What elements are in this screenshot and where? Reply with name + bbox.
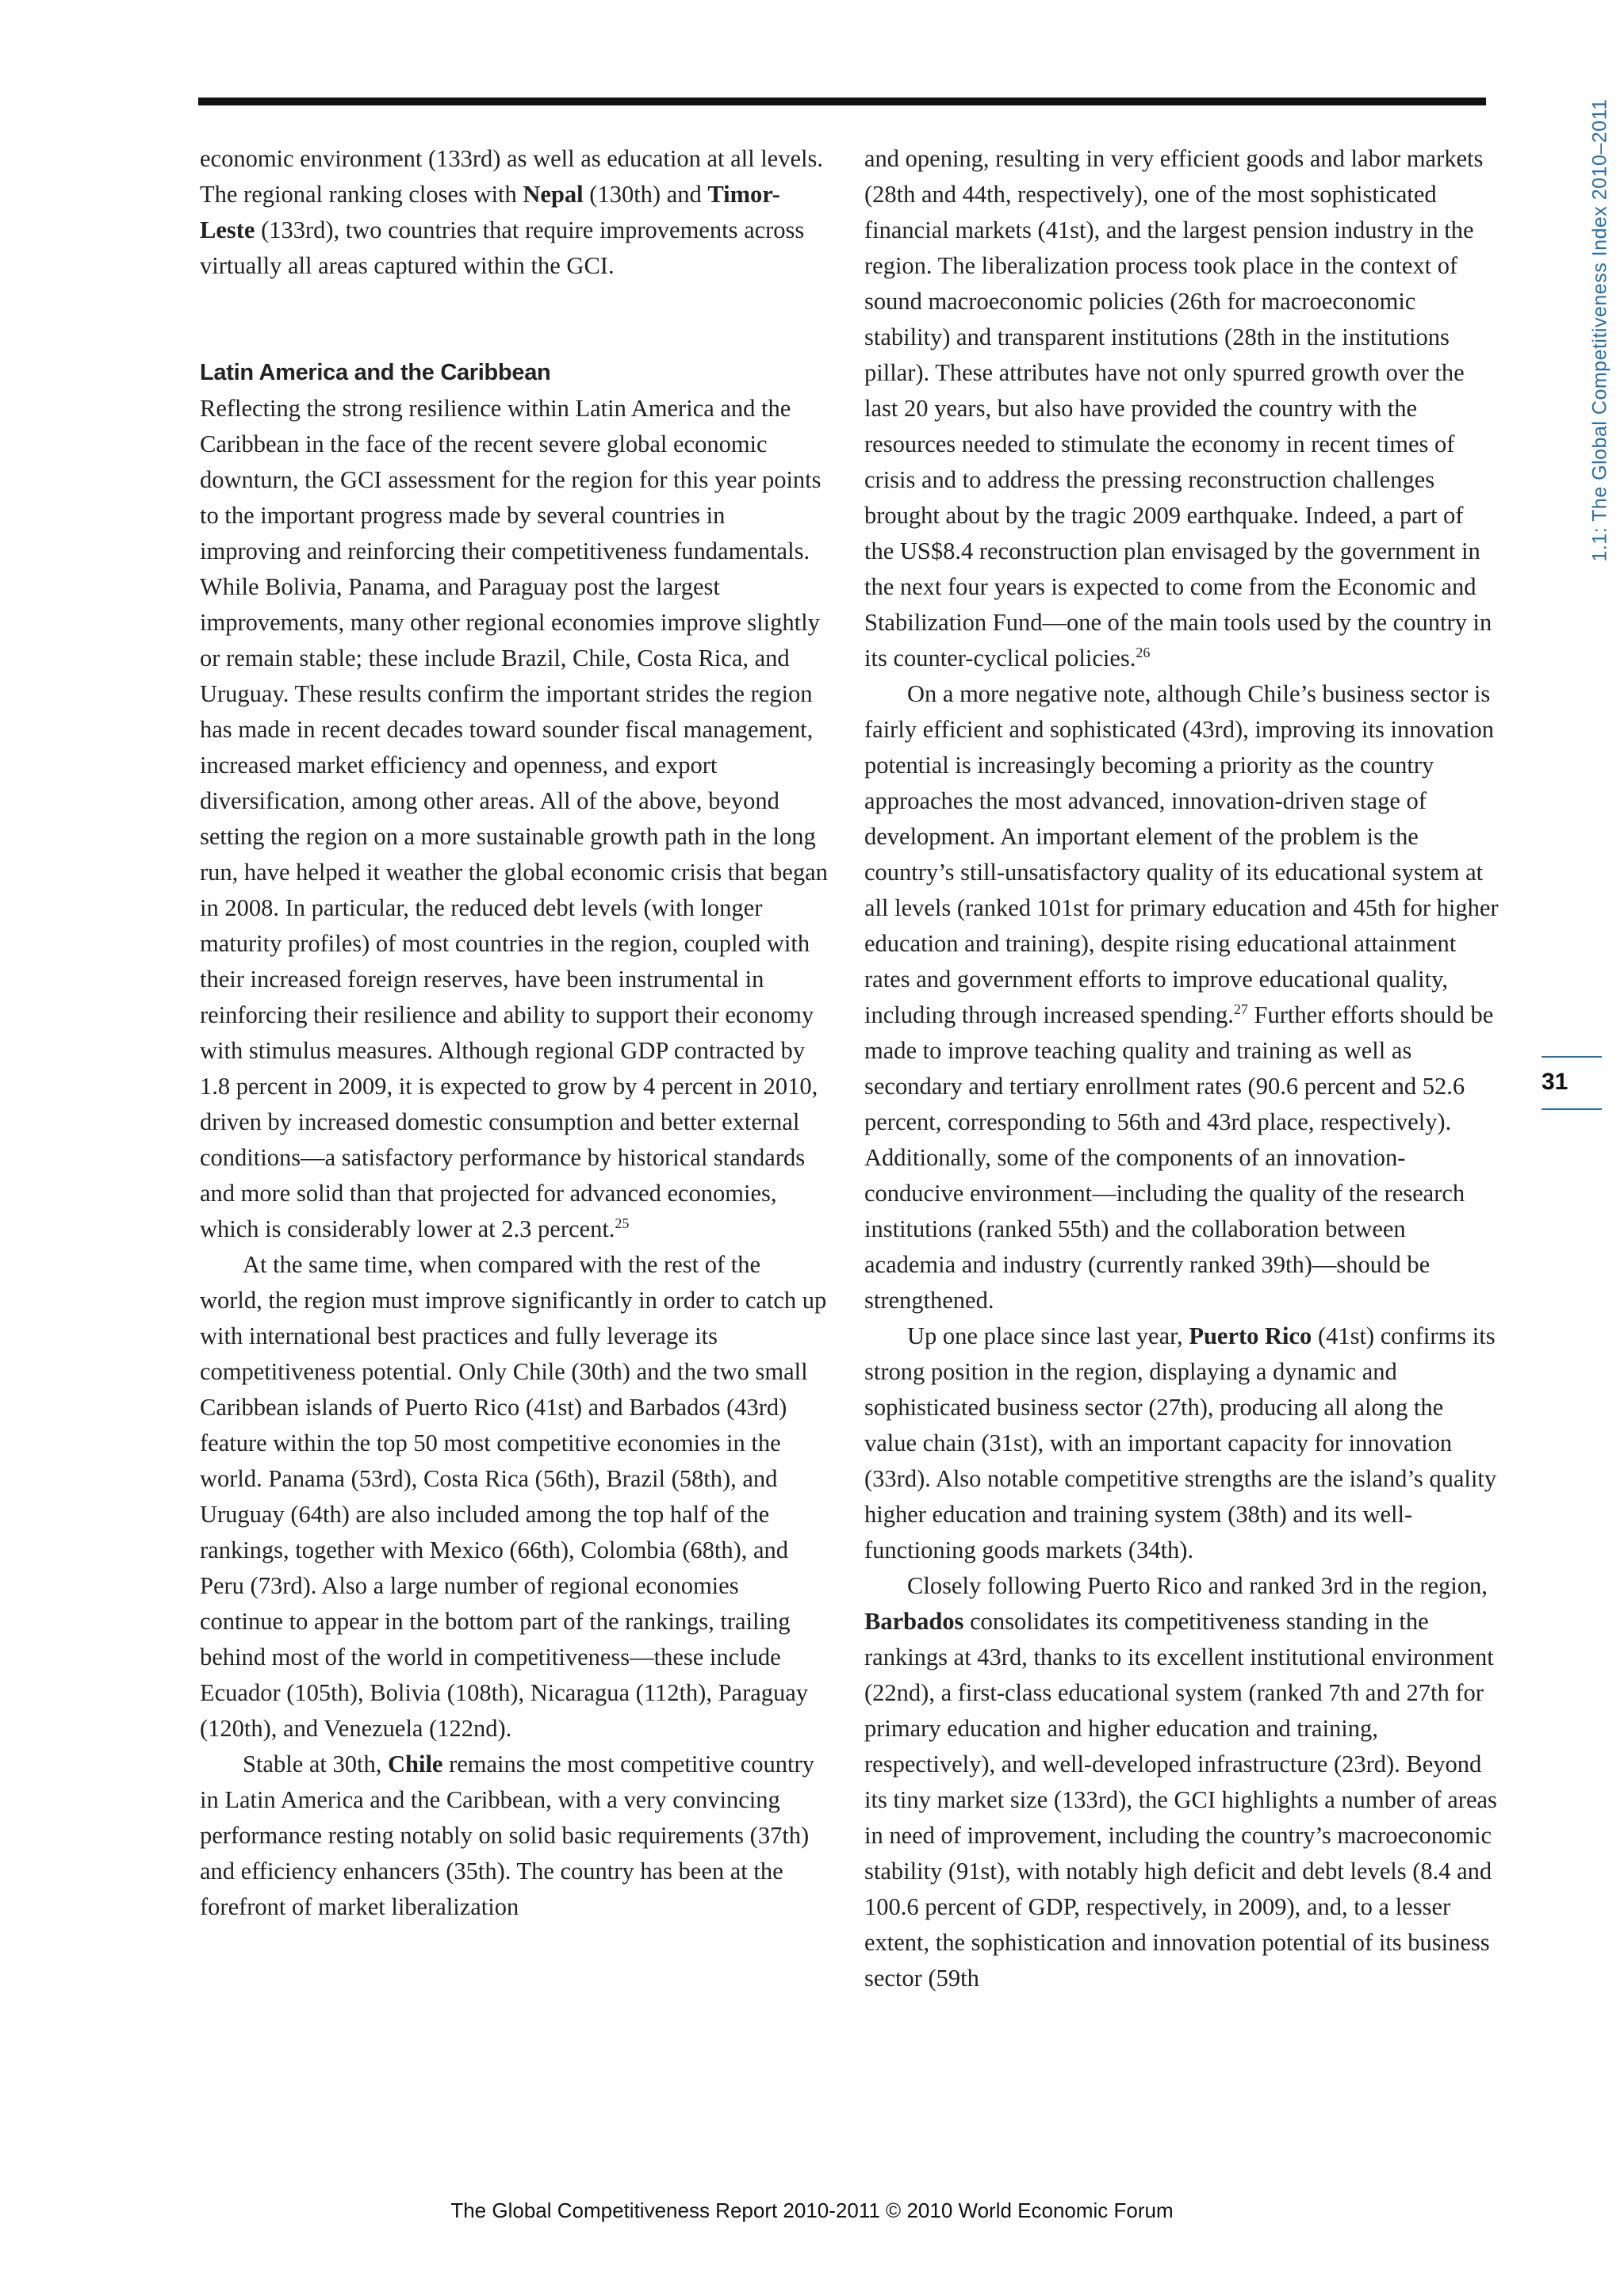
paragraph: At the same time, when compared with the rest of the world, the region must improve significantly in order to catch up with international best practices and fully leverage its competitiveness potential. Only Chile (30th) and the two small Caribbean islands of Puerto Rico (41st) and Barbados (43rd) feature within the top 50 most competitive economies in the world. Panama (53rd), Costa Rica (56th), Brazil (58th), and Uruguay (64th) are also included among the top half of the rankings, together with Mexico (66th), Colombia (68th), and Peru (73rd). Also a large number of regional economies continue to appear in the bottom part of the rankings, trailing behind most of the world in competitiveness—these include Ecuador (105th), Bolivia (108th), Nicaragua (112th), Paraguay (120th), and Venezuela (122nd).: [200, 1251, 827, 1742]
paragraph: Up one place since last year, Puerto Rico (41st) confirms its strong position in the region, displaying a dynamic and sophisticated business sector (27th), producing all along the value chain (31st), with an important capacity for innovation (33rd). Also notable competitive strengths are the island’s quality higher education and training system (38th) and its well-functioning goods markets (34th).: [864, 1322, 1497, 1563]
paragraph: economic environment (133rd) as well as education at all levels. The regional ranking closes with Nepal (130th) and Timor-Leste (133rd), two countries that require improvements across virtually all areas captured within the GCI.: [200, 145, 823, 279]
footer: The Global Competitiveness Report 2010-2011 © 2010 World Economic Forum: [450, 2198, 1174, 2222]
paragraph: Reflecting the strong resilience within Latin America and the Caribbean in the face of the recent severe global economic downturn, the GCI assessment for the region for this year points to the important progress made by several countries in improving and reinforcing their competitiveness fundamentals. While Bolivia, Panama, and Paraguay post the largest improvements, many other regional economies improve slightly or remain stable; these include Brazil, Chile, Costa Rica, and Uruguay. These results confirm the important strides the region has made in recent decades toward sounder fiscal management, increased market efficiency and openness, and export diversification, among other areas. All of the above, beyond setting the region on a more sustainable growth path in the long run, have helped it weather the global economic crisis that began in 2008. In particular, the reduced debt levels (with longer maturity profiles) of most countries in the region, coupled with their increased foreign reserves, have been instrumental in reinforcing their resilience and ability to support their economy with stimulus measures. Although regional GDP contracted by 1.8 percent in 2009, it is expected to grow by 4 percent in 2010, driven by increased domestic consumption and better external conditions—a satisfactory performance by historical standards and more solid than that projected for advanced economies, which is considerably lower at 2.3 percent.$^{25}$: [200, 395, 828, 1242]
page-number-rule-bottom: [1542, 1108, 1602, 1110]
country-name: Puerto Rico: [1189, 1322, 1312, 1349]
country-name: Timor-Leste: [200, 181, 780, 243]
paragraph: Closely following Puerto Rico and ranked 3rd in the region, Barbados consolidates its competitiveness standing in the rankings at 43rd, thanks to its excellent institutional environment (22nd), a first-class educational system (ranked 7th and 27th for primary education and higher education and training, respectively), and well-developed infrastructure (23rd). Beyond its tiny market size (133rd), the GCI highlights a number of areas in need of improvement, including the country’s macroeconomic stability (91st), with notably high deficit and debt levels (8.4 and 100.6 percent of GDP, respectively, in 2009), and, to a lesser extent, the sophistication and innovation potential of its business sector (59th: [864, 1572, 1497, 1992]
footnote-ref: 25: [615, 1215, 630, 1231]
right-column: [864, 141, 1499, 1996]
country-name: Chile: [387, 1751, 443, 1777]
running-header-text: 1.1: The Global Competitiveness Index 2010–2011: [1588, 98, 1611, 562]
running-header: [1583, 94, 1618, 566]
paragraph: and opening, resulting in very efficient goods and labor markets (28th and 44th, respectively), one of the most sophisticated financial markets (41st), and the largest pension industry in the region. The liberalization process took place in the context of sound macroeconomic policies (26th for macroeconomic stability) and transparent institutions (28th in the institutions pillar). These attributes have not only spurred growth over the last 20 years, but also have provided the country with the resources needed to stimulate the economy in recent times of crisis and to address the pressing reconstruction challenges brought about by the tragic 2009 earthquake. Indeed, a part of the US$8.4 reconstruction plan envisaged by the government in the next four years is expected to come from the Economic and Stabilization Fund—one of the main tools used by the country in its counter-cyclical policies.$^{26}$: [864, 145, 1492, 672]
country-name: Nepal: [523, 181, 584, 208]
page-number-rule-top: [1542, 1056, 1602, 1058]
footnote-ref: 27: [1233, 1001, 1248, 1017]
paragraph: On a more negative note, although Chile’s business sector is fairly efficient and sophisticated (43rd), improving its innovation potential is increasingly becoming a priority as the country approaches the most advanced, innovation-driven stage of development. An important element of the problem is the country’s still-unsatisfactory quality of its educational system at all levels (ranked 101st for primary education and 45th for higher education and training), despite rising educational attainment rates and government efforts to improve educational quality, including through increased spending.$^{27}$ Further efforts should be made to improve teaching quality and training as well as secondary and tertiary enrollment rates (90.6 percent and 52.6 percent, corresponding to 56th and 43rd place, respectively). Additionally, some of the components of an innovation-conducive environment—including the quality of the research institutions (ranked 55th) and the collaboration between academia and industry (currently ranked 39th)—should be strengthened.: [864, 680, 1499, 1314]
footnote-ref: 26: [1136, 644, 1151, 660]
paragraph: Stable at 30th, Chile remains the most competitive country in Latin America and the Caribbean, with a very convincing performance resting notably on solid basic requirements (37th) and efficiency enhancers (35th). The country has been at the forefront of market liberalization: [200, 1751, 814, 1920]
left-column: [200, 141, 828, 1925]
country-name: Barbados: [864, 1608, 964, 1635]
top-rule: [198, 98, 1486, 105]
page-number: 31: [1542, 1069, 1568, 1095]
section-heading: Latin America and the Caribbean: [200, 360, 551, 385]
